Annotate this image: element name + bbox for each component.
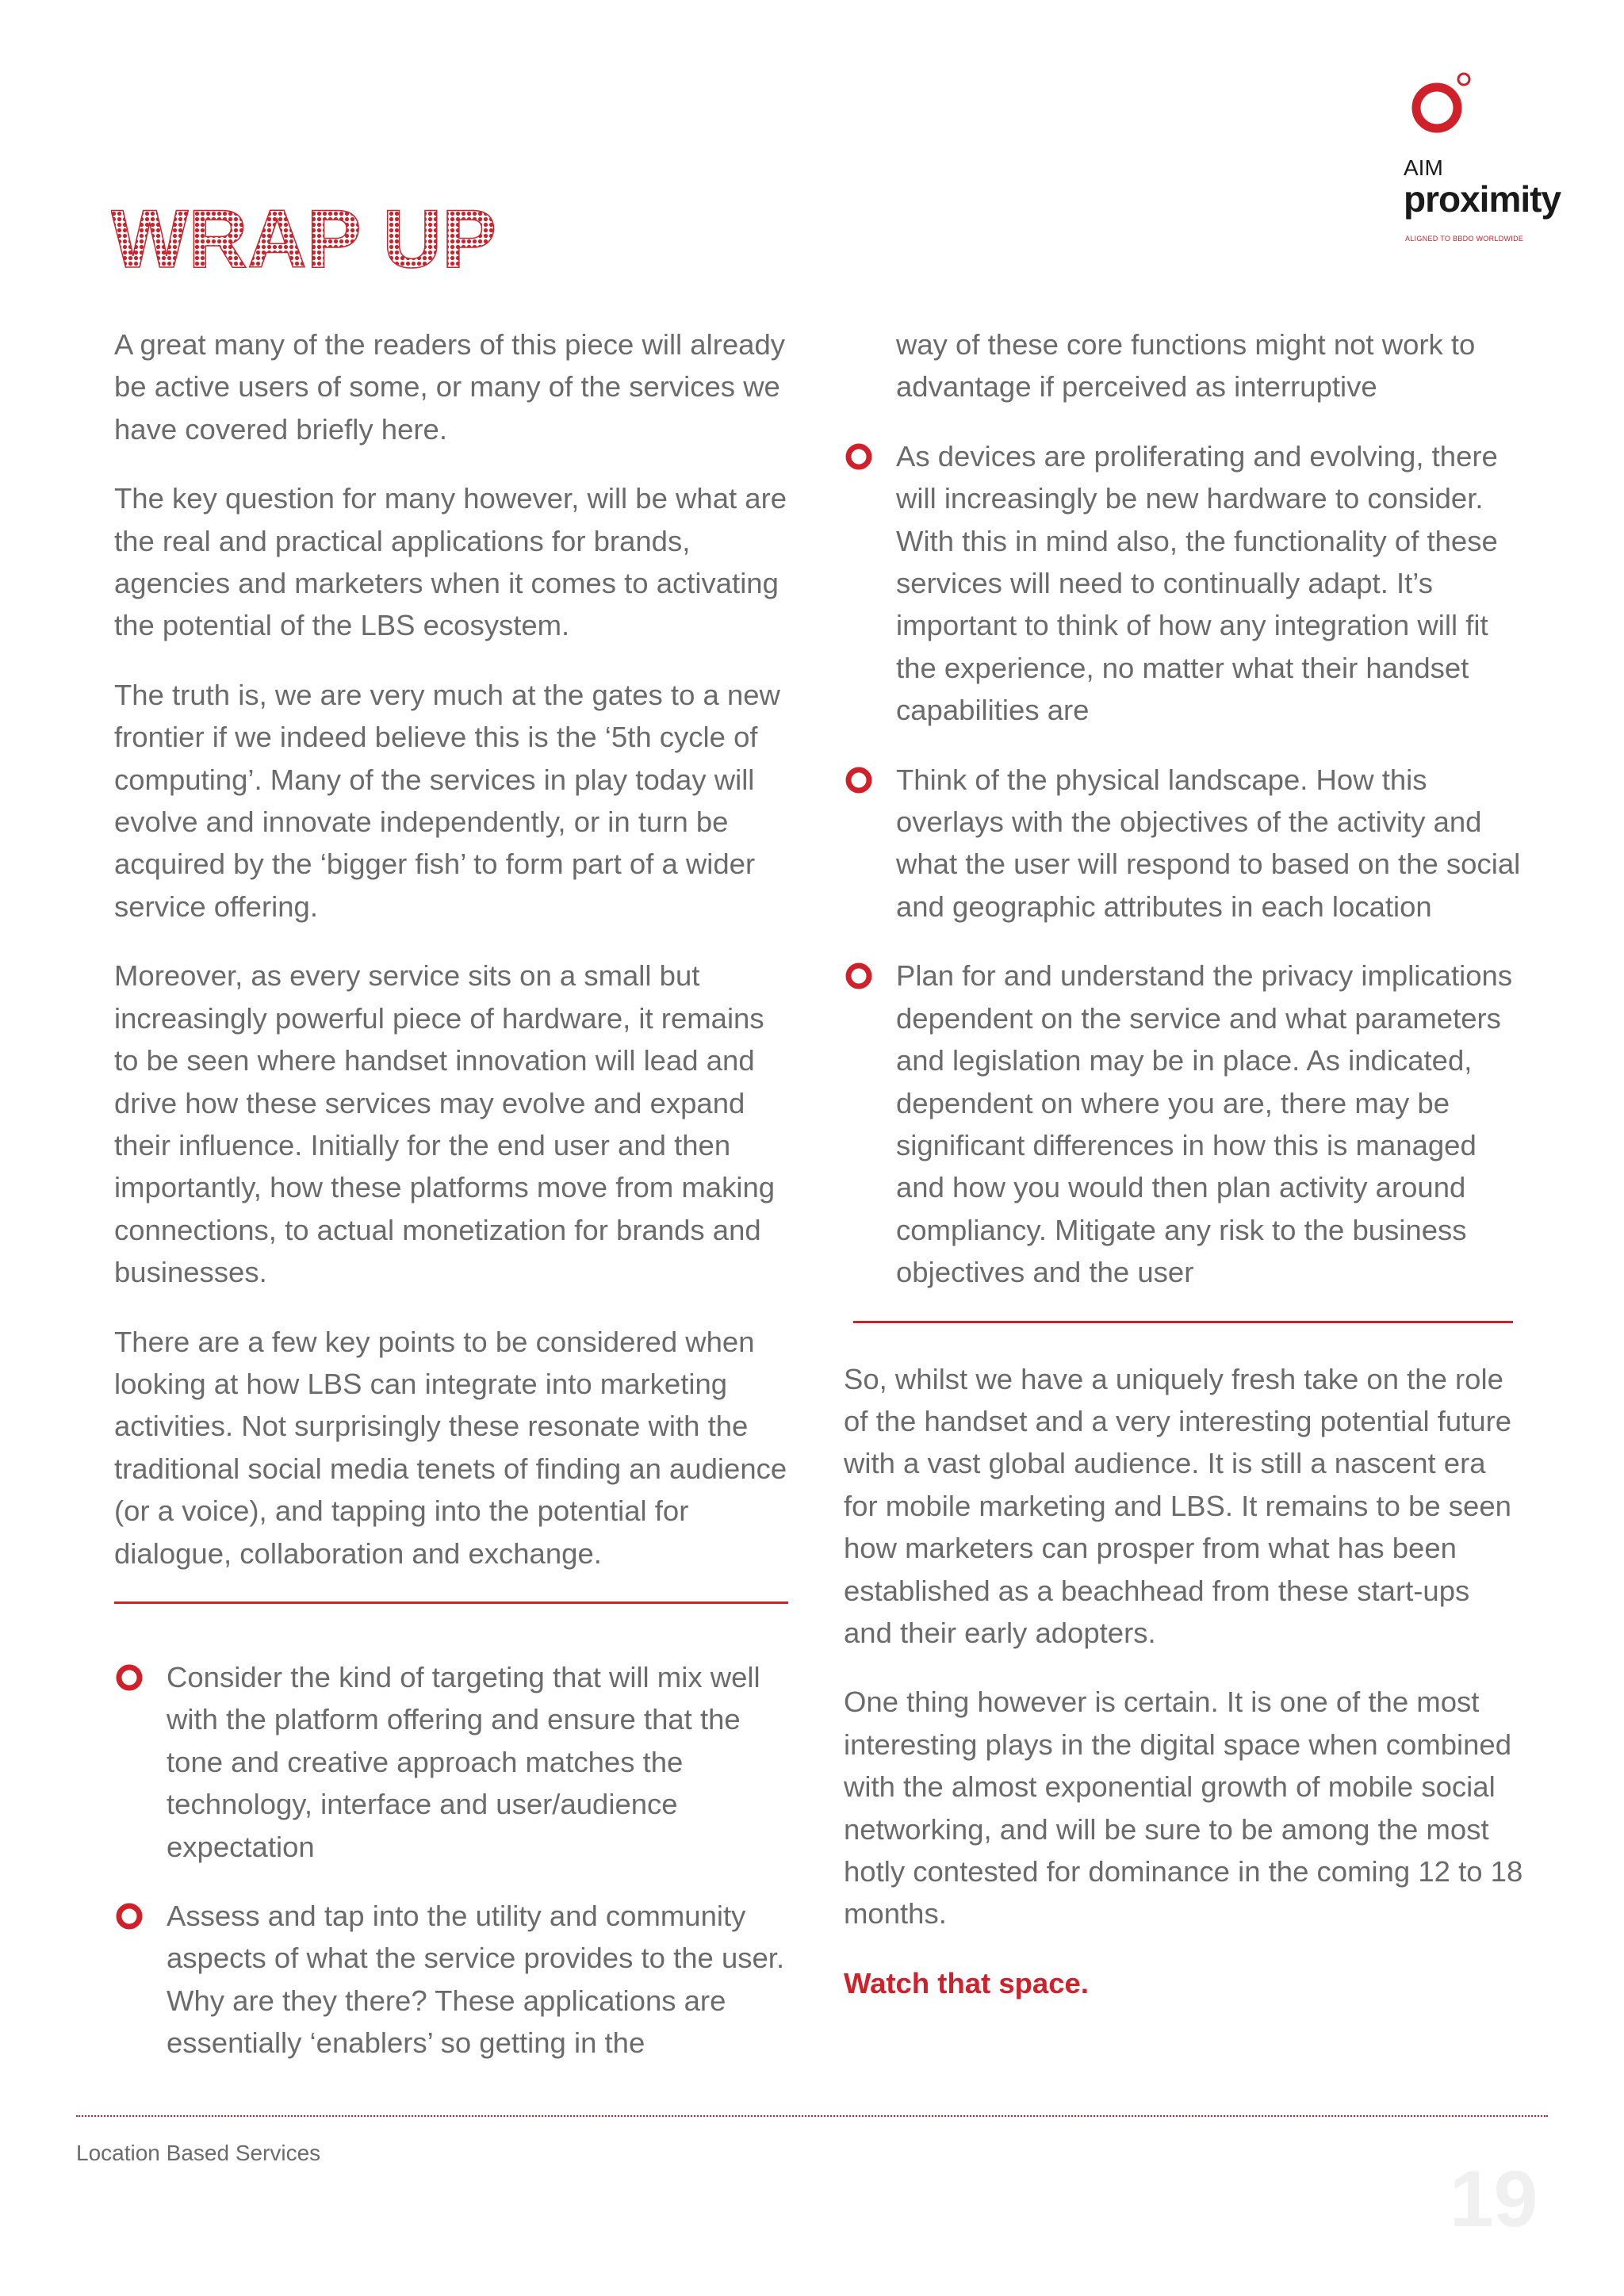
paragraph: The key question for many however, will be what are the real and practical applications for brands, agencies and marketers when it comes to activating the potential of the LBS ecosystem.	[114, 482, 787, 642]
paragraph: A great many of the readers of this piece will already be active users of some, or many of the services we have covered briefly here.	[114, 328, 786, 446]
section-divider	[114, 1601, 788, 1604]
page-title-text: WRAP UP	[111, 194, 496, 281]
logo-aim-text: AIM	[1404, 155, 1443, 180]
logo-tagline: ALIGNED TO BBDO WORLDWIDE	[1405, 235, 1524, 243]
right-column	[844, 323, 1526, 2031]
list-item	[114, 1895, 788, 2064]
list-item-text: Assess and tap into the utility and community aspects of what the service provides to the user. Why are they there? These applications are essentially ‘enablers’ so getting in the	[167, 1900, 785, 2060]
ring-bullet-icon	[844, 765, 874, 795]
list-item-text: As devices are proliferating and evolving, there will increasingly be new hardware to consider. With this in mind also, the functionality of these services will need to continually adapt. It’s important to think of how any integration will fit the experience, no matter what their handset capabilities are	[896, 439, 1498, 727]
list-item-text: Plan for and understand the privacy implications dependent on the service and what parameters and legislation may be in place. As indicated, dependent on where you are, there may be significant differences in how this is managed and how you would then plan activity around compliancy. Mitigate any risk to the business objectives and the user	[896, 959, 1513, 1289]
list-item	[114, 1656, 788, 1868]
aim-proximity-logo	[1404, 55, 1586, 262]
footer-label: Location Based Services	[76, 2141, 321, 2165]
ring-logo-icon	[1410, 71, 1473, 135]
closing-statement: Watch that space.	[844, 1966, 1089, 1999]
page-title	[111, 194, 523, 281]
paragraph: There are a few key points to be considered when looking at how LBS can integrate into marketing activities. Not surprisingly these resonate with the traditional social media tenets of finding an audience (or a voice), and tapping into the potential for dialogue, collaboration and exchange.	[114, 1325, 787, 1570]
ring-bullet-icon	[114, 1663, 144, 1693]
ring-bullet-icon	[844, 961, 874, 991]
list-item-text: Consider the kind of targeting that will mix well with the platform offering and ensure that the tone and creative approach matches the technology, interface and user/audience expectation	[167, 1660, 760, 1863]
paragraph: So, whilst we have a uniquely fresh take on the role of the handset and a very interesting potential future with a vast global audience. It is still a nascent era for mobile marketing and LBS. It remains to be seen how marketers can prosper from what has been established as a beachhead from these start-ups and their early adopters.	[844, 1362, 1512, 1649]
footer-divider	[76, 2115, 1548, 2117]
left-column	[114, 323, 788, 2091]
ring-bullet-icon	[114, 1901, 144, 1931]
ring-bullet-icon	[844, 442, 874, 472]
logo-wordmark: proximity	[1404, 178, 1561, 220]
paragraph: Moreover, as every service sits on a small but increasingly powerful piece of hardware, it remains to be seen where handset innovation will lead and drive how these services may evolve and expand their influence. Initially for the end user and then importantly, how these platforms move from making connections, to actual monetization for brands and businesses.	[114, 959, 776, 1289]
list-item-text: Think of the physical landscape. How this overlays with the objectives of the activity and what the user will respond to based on the social and geographic attributes in each location	[896, 763, 1521, 923]
section-divider	[853, 1321, 1513, 1323]
list-item	[844, 759, 1526, 928]
paragraph: The truth is, we are very much at the gates to a new frontier if we indeed believe this is the ‘5th cycle of computing’. Many of the services in play today will evolve and innovate independently, or in turn be acquired by the ‘bigger fish’ to form part of a wider service offering.	[114, 678, 780, 923]
list-item-continuation: way of these core functions might not work to advantage if perceived as interruptive	[896, 328, 1476, 404]
paragraph: One thing however is certain. It is one of the most interesting plays in the digital space when combined with the almost exponential growth of mobile social networking, and will be sure to be among the most hotly contested for dominance in the coming 12 to 18 months.	[844, 1686, 1523, 1931]
list-item	[844, 435, 1526, 732]
list-item	[844, 955, 1526, 1293]
page-number: 19	[1450, 2155, 1538, 2244]
